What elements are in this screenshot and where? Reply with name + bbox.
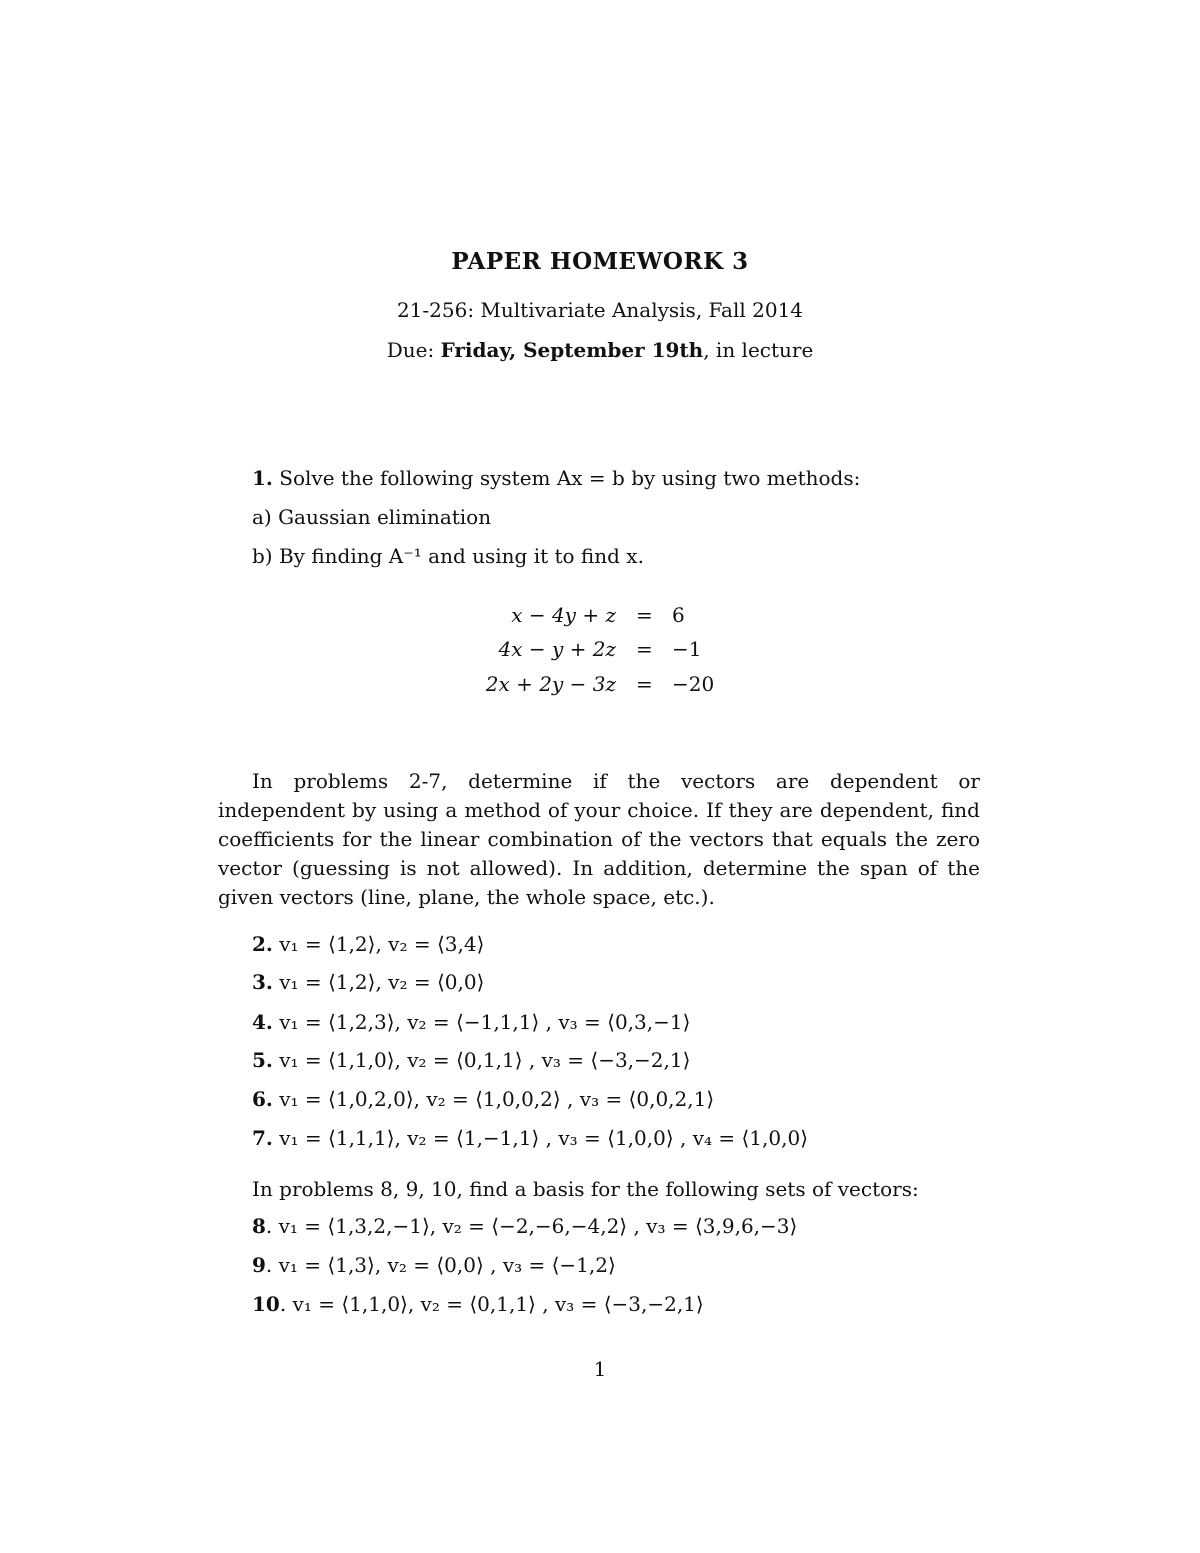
equation-3-rel: = — [636, 672, 653, 696]
due-prefix: Due: — [386, 338, 441, 362]
page-number: 1 — [593, 1357, 607, 1381]
due-suffix: , in lecture — [703, 338, 814, 362]
problem-4: 4. v₁ = ⟨1,2,3⟩, v₂ = ⟨−1,1,1⟩ , v₃ = ⟨0,3,−1⟩ — [252, 1010, 691, 1034]
instructions-8-10: In problems 8, 9, 10, find a basis for the following sets of vectors: — [252, 1177, 919, 1201]
problem-1-part-a: a) Gaussian elimination — [252, 505, 492, 529]
document-title: PAPER HOMEWORK 3 — [451, 248, 749, 275]
problem-1-part-b: b) By finding A⁻¹ and using it to find x. — [252, 544, 644, 568]
problem-5: 5. v₁ = ⟨1,1,0⟩, v₂ = ⟨0,1,1⟩ , v₃ = ⟨−3,−2,1⟩ — [252, 1048, 691, 1072]
problem-1-number: 1. — [252, 466, 273, 490]
due-line — [0, 338, 1200, 362]
problem-1-intro — [252, 466, 860, 490]
problem-9: 9. v₁ = ⟨1,3⟩, v₂ = ⟨0,0⟩ , v₃ = ⟨−1,2⟩ — [252, 1253, 616, 1277]
problem-1-text: Solve the following system Ax = b by using two methods: — [279, 466, 861, 490]
course-line: 21-256: Multivariate Analysis, Fall 2014 — [396, 298, 804, 322]
equation-2-rel: = — [636, 637, 653, 661]
problem-2: 2. v₁ = ⟨1,2⟩, v₂ = ⟨3,4⟩ — [252, 932, 485, 956]
problem-7: 7. v₁ = ⟨1,1,1⟩, v₂ = ⟨1,−1,1⟩ , v₃ = ⟨1,0,0⟩ , v₄ = ⟨1,0,0⟩ — [252, 1126, 808, 1150]
due-date: Friday, September 19th — [440, 338, 704, 362]
equation-1-rhs: 6 — [672, 603, 685, 627]
document-page: PAPER HOMEWORK 3 21-256: Multivariate Analysis, Fall 2014 Due: Friday, September 19th, in lecture 1. Solve the following system Ax = b by using two methods: a) Gaussian elimination b) By finding A⁻¹ and using it to find x. x − 4y + z = 6 4x − y + 2z = −1 2x + 2y − 3z = −20 In problems 2-7, determine if the vectors are dependent or independent by using a method of your choice. If they are dependent, find coefficients for the linear combination of the vectors that equals the zero vector (guessing is not allowed). In addition, determine the span of the given vectors (line, plane, the whole space, etc.). 2. v₁ = ⟨1,2⟩, v₂ = ⟨3,4⟩ 3. v₁ = ⟨1,2⟩, v₂ = ⟨0,0⟩ 4. v₁ = ⟨1,2,3⟩, v₂ = ⟨−1,1,1⟩ , v₃ = ⟨0,3,−1⟩ 5. v₁ = ⟨1,1,0⟩, v₂ = ⟨0,1,1⟩ , v₃ = ⟨−3,−2,1⟩ 6. v₁ = ⟨1,0,2,0⟩, v₂ = ⟨1,0,0,2⟩ , v₃ = ⟨0,0,2,1⟩ 7. v₁ = ⟨1,1,1⟩, v₂ = ⟨1,−1,1⟩ , v₃ = ⟨1,0,0⟩ , v₄ = ⟨1,0,0⟩ In problems 8, 9, 10, find a basis for the following sets of vectors: 8. v₁ = ⟨1,3,2,−1⟩, v₂ = ⟨−2,−6,−4,2⟩ , v₃ = ⟨3,9,6,−3⟩ 9. v₁ = ⟨1,3⟩, v₂ = ⟨0,0⟩ , v₃ = ⟨−1,2⟩ 10. v₁ = ⟨1,1,0⟩, v₂ = ⟨0,1,1⟩ , v₃ = ⟨−3,−2,1⟩ 1 — [0, 0, 1200, 1553]
problem-10: 10. v₁ = ⟨1,1,0⟩, v₂ = ⟨0,1,1⟩ , v₃ = ⟨−3,−2,1⟩ — [252, 1292, 704, 1316]
equation-2-rhs: −1 — [672, 637, 702, 661]
problem-8: 8. v₁ = ⟨1,3,2,−1⟩, v₂ = ⟨−2,−6,−4,2⟩ , v₃ = ⟨3,9,6,−3⟩ — [252, 1214, 798, 1238]
equation-1-rel: = — [636, 603, 653, 627]
problem-3: 3. v₁ = ⟨1,2⟩, v₂ = ⟨0,0⟩ — [252, 970, 485, 994]
equation-3-rhs: −20 — [672, 672, 715, 696]
instructions-2-7: In problems 2-7, determine if the vectors are dependent or independent by using a method of your choice. If they are dependent, find coefficients for the linear combination of the vectors that equals the zero vector (guessing is not allowed). In addition, determine the span of the given vectors (line, plane, the whole space, etc.). — [218, 769, 980, 909]
problem-6: 6. v₁ = ⟨1,0,2,0⟩, v₂ = ⟨1,0,0,2⟩ , v₃ = ⟨0,0,2,1⟩ — [252, 1087, 715, 1111]
